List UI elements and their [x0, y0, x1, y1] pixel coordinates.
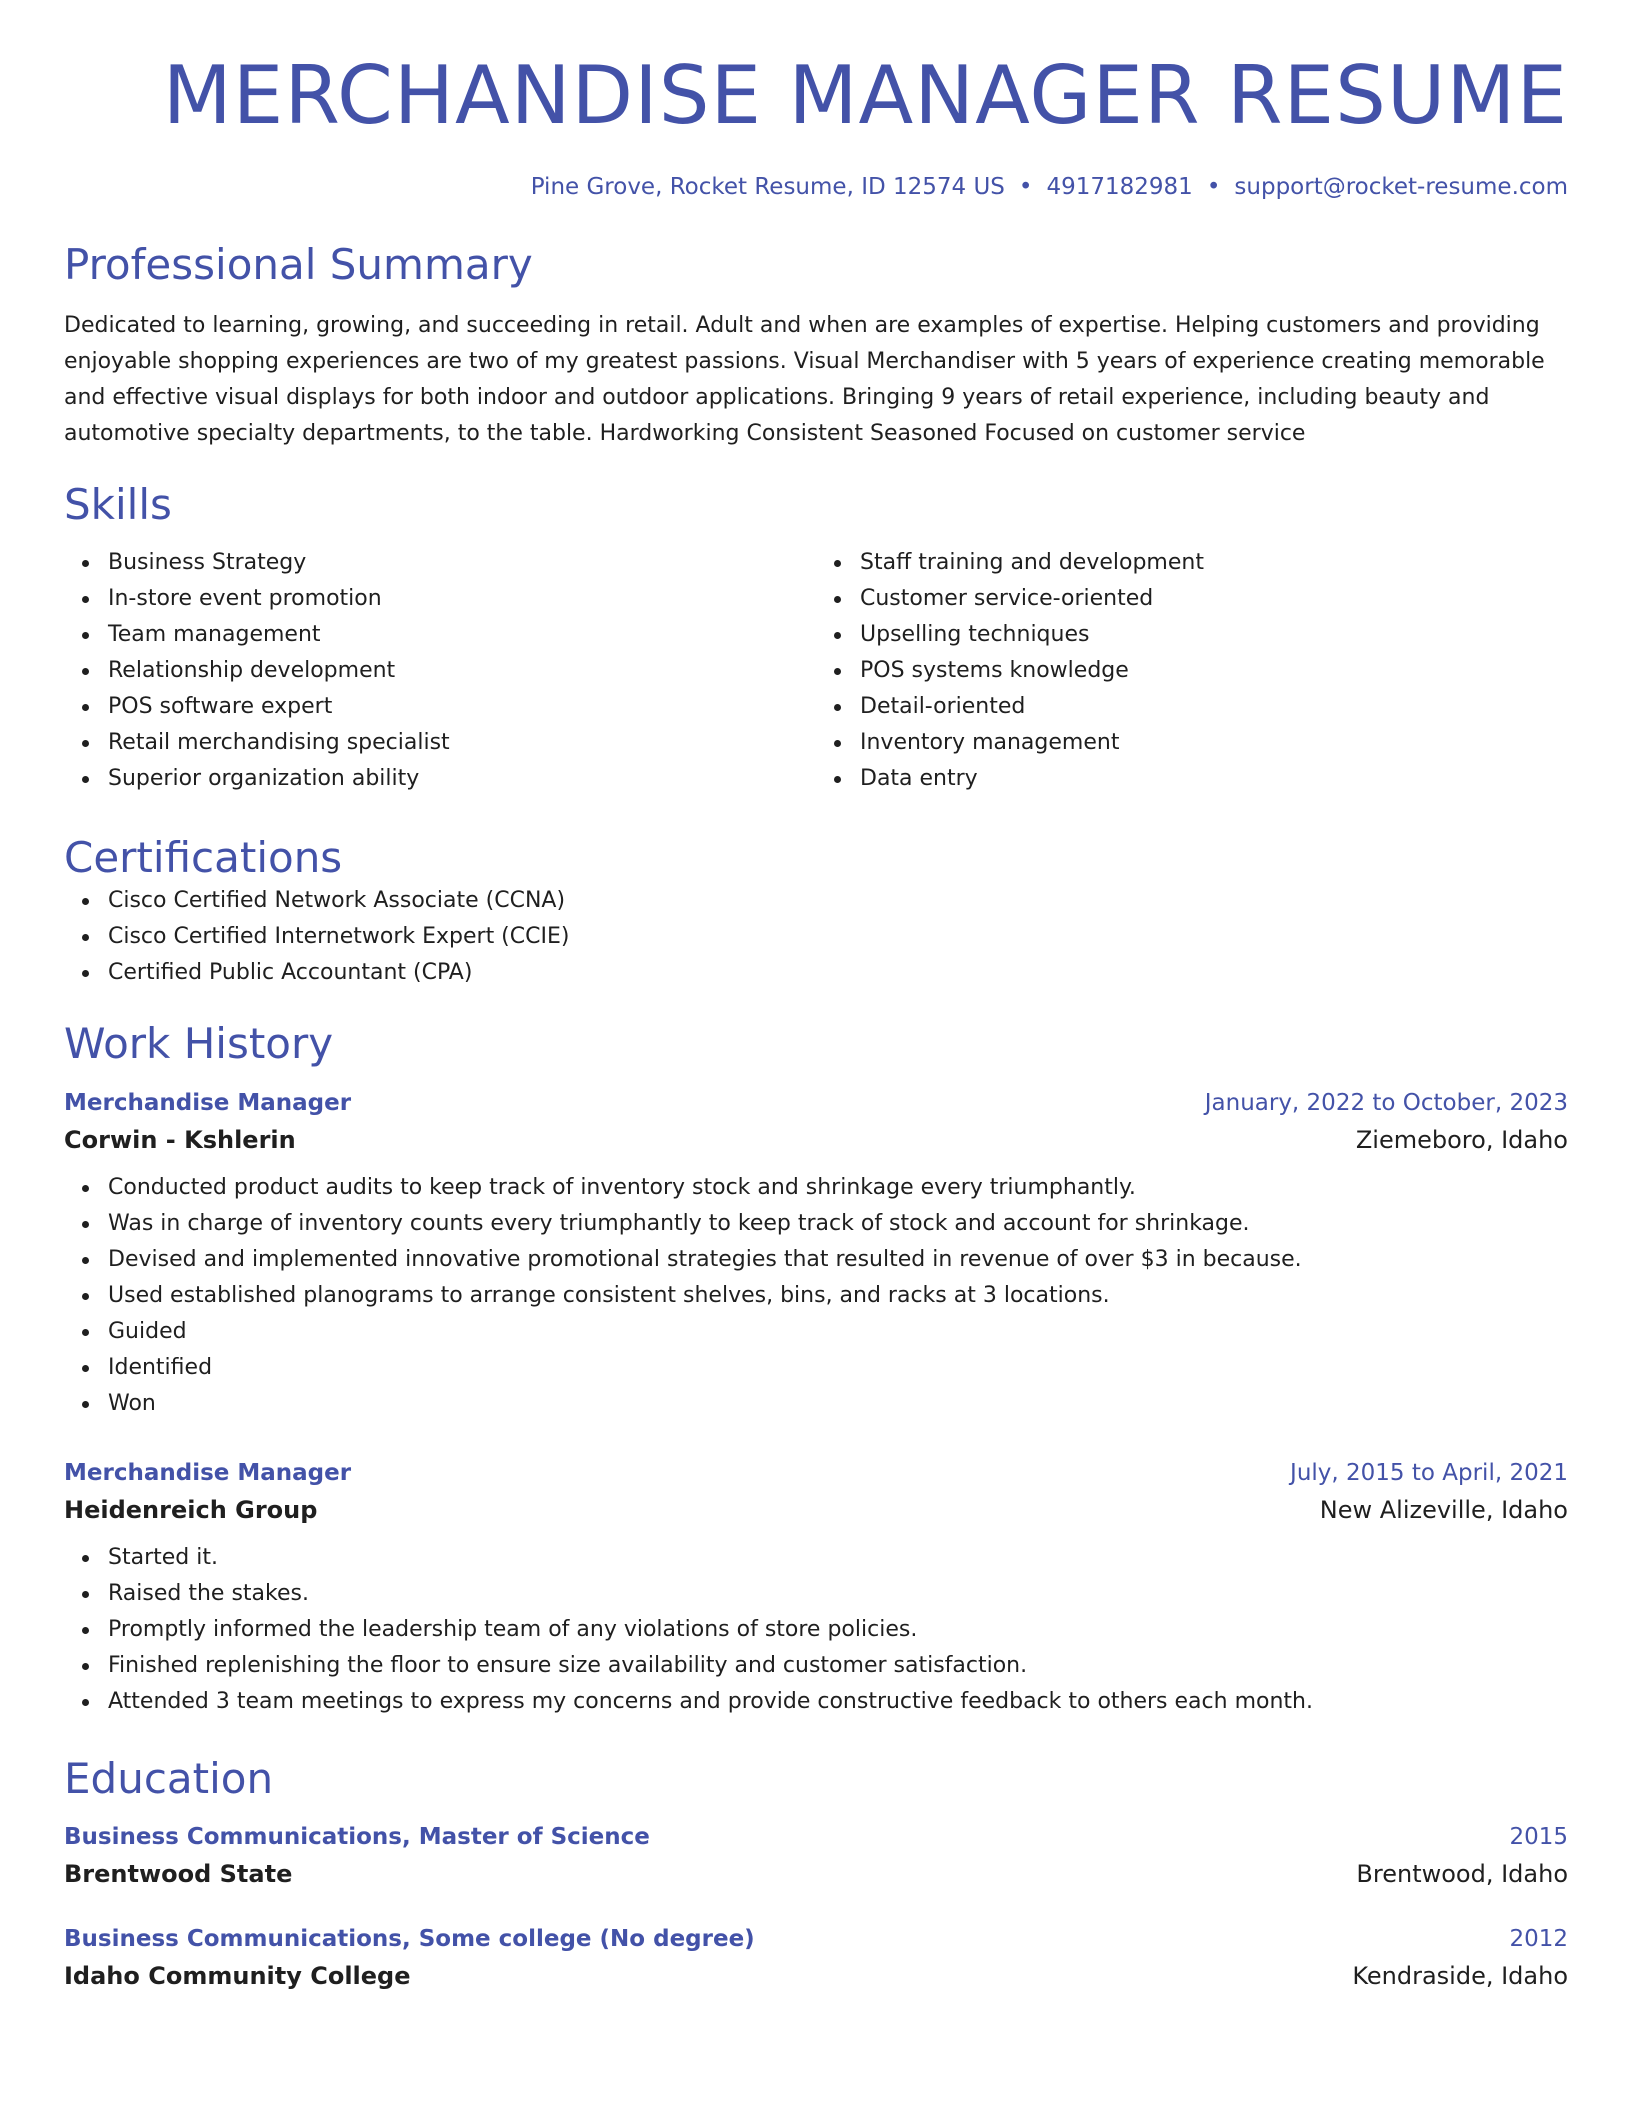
- job-duty: Used established planograms to arrange consistent shelves, bins, and racks at 3 locations.: [108, 1278, 1568, 1314]
- job-duty: Promptly informed the leadership team of any violations of store policies.: [108, 1612, 1568, 1648]
- education-entry: [64, 1824, 1568, 1888]
- certifications-heading: Certifications: [64, 832, 343, 882]
- certification-item: Cisco Certified Internetwork Expert (CCIE): [108, 919, 1568, 955]
- summary-text: Dedicated to learning, growing, and succeeding in retail. Adult and when are examples of expertise. Helping customers and providing enjoyable shopping experiences are two of my greatest passions. Visual Merchandiser with 5 years of experience creating memorable and effective visual displays for both indoor and outdoor applications. Bringing 9 years of retail experience, including beauty and automotive specialty departments, to the table. Hardworking Consistent Seasoned Focused on customer service: [64, 313, 1545, 447]
- skill-item: Customer service-oriented: [860, 581, 1568, 617]
- education-degree: Business Communications, Some college (No degree): [64, 1925, 755, 1952]
- skill-item: Retail merchandising specialist: [108, 725, 816, 761]
- contact-separator: •: [1018, 174, 1033, 200]
- skill-item: Upselling techniques: [860, 617, 1568, 653]
- job-entry: [64, 1460, 1568, 1720]
- summary-heading: Professional Summary: [64, 240, 533, 289]
- job-company: Corwin - Kshlerin: [64, 1125, 296, 1154]
- job-subheader: [64, 1126, 1568, 1154]
- skill-item: In-store event promotion: [108, 581, 816, 617]
- skills-list-left: [64, 545, 816, 797]
- education-degree: Business Communications, Master of Science: [64, 1823, 650, 1850]
- skill-item: Data entry: [860, 761, 1568, 797]
- education-location: Kendraside, Idaho: [1352, 1961, 1568, 1990]
- contact-phone[interactable]: 4917182981: [1046, 174, 1193, 200]
- skill-item: POS software expert: [108, 689, 816, 725]
- job-duty: Identified: [108, 1350, 1568, 1386]
- job-duty: Attended 3 team meetings to express my concerns and provide constructive feedback to others each month.: [108, 1684, 1568, 1720]
- skill-item: POS systems knowledge: [860, 653, 1568, 689]
- job-duty: Won: [108, 1386, 1568, 1422]
- job-entry: [64, 1090, 1568, 1422]
- certification-item: Certified Public Accountant (CPA): [108, 955, 1568, 991]
- job-header: [64, 1460, 1568, 1486]
- contact-address: Pine Grove, Rocket Resume, ID 12574 US: [530, 174, 1005, 200]
- job-header: [64, 1090, 1568, 1116]
- education-location: Brentwood, Idaho: [1356, 1859, 1568, 1888]
- certification-item: Cisco Certified Network Associate (CCNA): [108, 883, 1568, 919]
- job-location: New Alizeville, Idaho: [1319, 1495, 1568, 1524]
- job-title: Merchandise Manager: [64, 1459, 352, 1486]
- skill-item: Inventory management: [860, 725, 1568, 761]
- contact-line: [64, 174, 1568, 200]
- job-duty: Raised the stakes.: [108, 1576, 1568, 1612]
- job-duty: Was in charge of inventory counts every triumphantly to keep track of stock and account for shrinkage.: [108, 1206, 1568, 1242]
- job-company: Heidenreich Group: [64, 1495, 318, 1524]
- job-duty: Guided: [108, 1314, 1568, 1350]
- job-duty: Devised and implemented innovative promotional strategies that resulted in revenue of over $3 in because.: [108, 1242, 1568, 1278]
- skills-columns: [64, 545, 1568, 797]
- education-header: [64, 1824, 1568, 1850]
- education-header: [64, 1926, 1568, 1952]
- job-duties-list: [64, 1170, 1568, 1422]
- skills-heading: Skills: [64, 480, 172, 530]
- job-location: Ziemeboro, Idaho: [1355, 1125, 1568, 1154]
- education-school: Idaho Community College: [64, 1961, 411, 1990]
- contact-separator: •: [1206, 174, 1221, 200]
- job-dates: January, 2022 to October, 2023: [1204, 1089, 1568, 1116]
- skills-list-right: [816, 545, 1568, 797]
- work-history-heading: Work History: [64, 1019, 334, 1069]
- skill-item: Detail-oriented: [860, 689, 1568, 725]
- education-year: 2015: [1509, 1823, 1568, 1850]
- resume-title: MERCHANDISE MANAGER RESUME: [162, 49, 1568, 142]
- education-entry: [64, 1926, 1568, 1990]
- job-title: Merchandise Manager: [64, 1089, 352, 1116]
- education-year: 2012: [1509, 1925, 1568, 1952]
- job-duties-list: [64, 1540, 1568, 1720]
- skill-item: Business Strategy: [108, 545, 816, 581]
- skill-item: Staff training and development: [860, 545, 1568, 581]
- skill-item: Relationship development: [108, 653, 816, 689]
- job-duty: Started it.: [108, 1540, 1568, 1576]
- contact-email[interactable]: support@rocket-resume.com: [1234, 174, 1568, 200]
- job-subheader: [64, 1496, 1568, 1524]
- education-subheader: [64, 1860, 1568, 1888]
- job-dates: July, 2015 to April, 2021: [1290, 1459, 1568, 1486]
- certifications-list: [64, 883, 1568, 991]
- skill-item: Superior organization ability: [108, 761, 816, 797]
- education-school: Brentwood State: [64, 1859, 293, 1888]
- education-subheader: [64, 1962, 1568, 1990]
- job-duty: Conducted product audits to keep track of inventory stock and shrinkage every triumphantly.: [108, 1170, 1568, 1206]
- skill-item: Team management: [108, 617, 816, 653]
- education-heading: Education: [64, 1753, 274, 1803]
- job-duty: Finished replenishing the floor to ensure size availability and customer satisfaction.: [108, 1648, 1568, 1684]
